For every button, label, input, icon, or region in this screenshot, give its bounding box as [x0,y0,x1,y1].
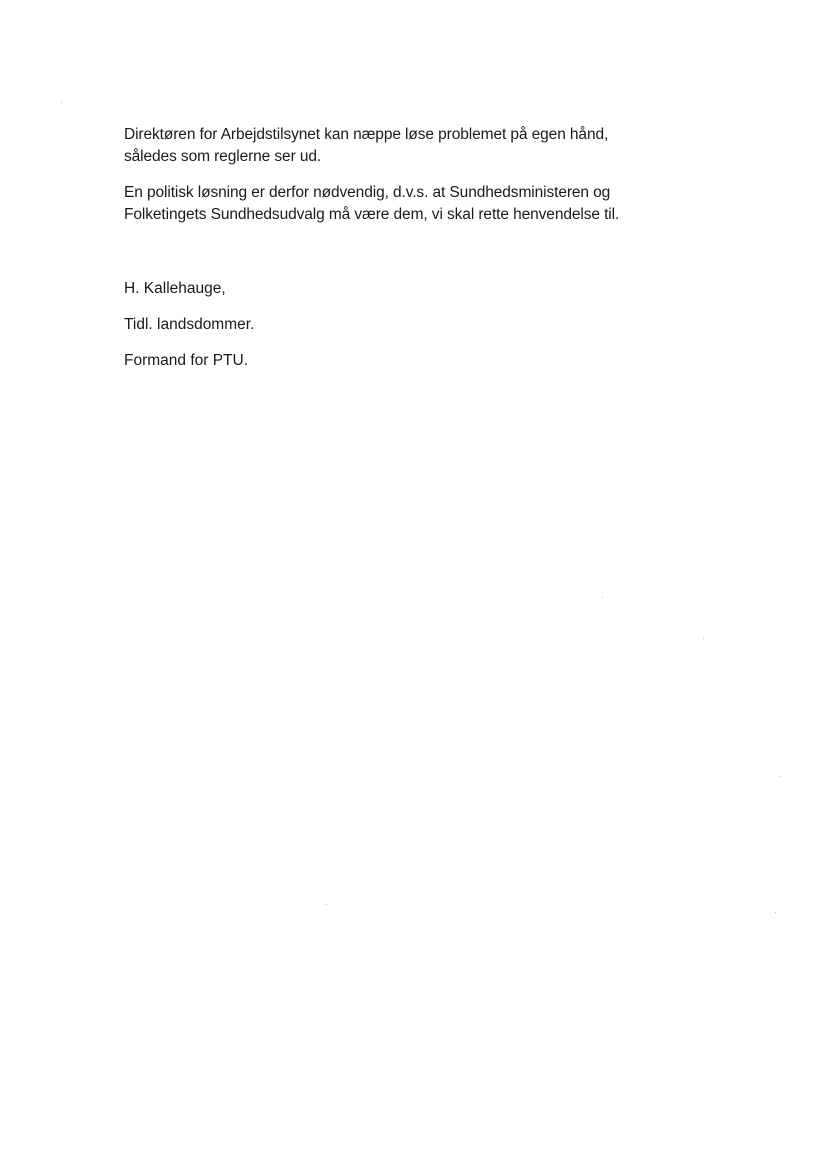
signer-title: Tidl. landsdommer. [124,316,255,333]
scan-speck [779,776,780,777]
signer-role: Formand for PTU. [124,352,249,369]
paragraph-2-line-1: En politisk løsning er derfor nødvendig, d.v.s. at Sundhedsministeren og [124,184,611,201]
paragraph-1-line-1: Direktøren for Arbejdstilsynet kan næppe løse problemet på egen hånd, [124,126,609,143]
signature-block [124,278,524,372]
signer-name: H. Kallehauge, [124,280,226,297]
scan-speck [703,638,704,639]
paragraph-1-line-2: således som reglerne ser ud. [124,148,322,165]
paragraph-1 [124,124,724,168]
scan-speck [775,912,776,913]
paragraph-2-line-2: Folketingets Sundhedsudvalg må være dem, vi skal rette henvendelse til. [124,206,620,223]
scan-speck [61,102,62,103]
paragraph-2 [124,182,724,226]
scan-speck [326,904,327,905]
scan-speck [602,597,603,598]
letter-body [124,124,724,226]
